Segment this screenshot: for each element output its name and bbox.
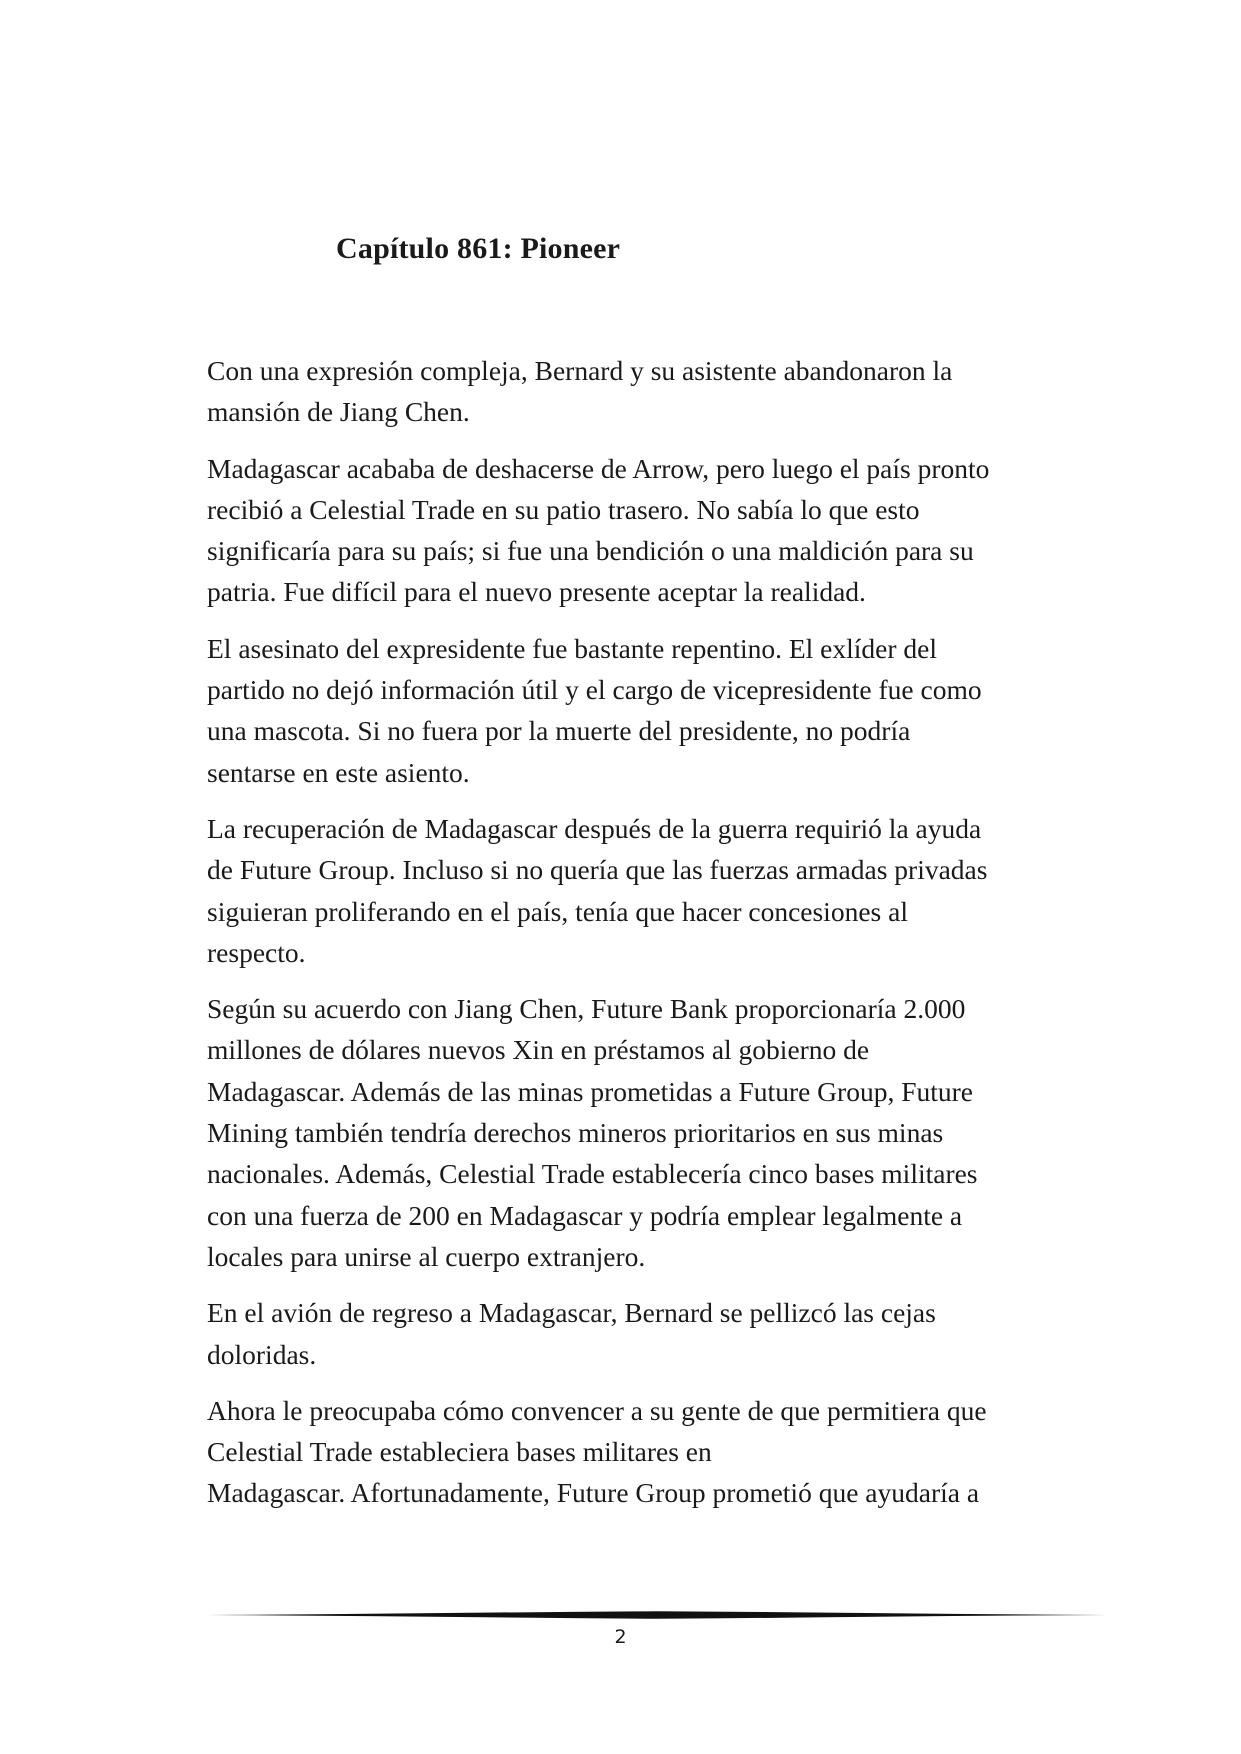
- text-line: El asesinato del expresidente fue bastante repentino. El exlíder del: [207, 632, 937, 664]
- text-line: sentarse en este asiento.: [207, 756, 470, 788]
- text-line: patria. Fue difícil para el nuevo presente aceptar la realidad.: [207, 576, 866, 608]
- text-line: La recuperación de Madagascar después de la guerra requirió la ayuda: [207, 812, 982, 844]
- text-line: Mining también tendría derechos mineros prioritarios en sus minas: [207, 1117, 944, 1149]
- text-line: respecto.: [207, 936, 306, 968]
- text-line: mansión de Jiang Chen.: [207, 396, 470, 428]
- paragraph: [207, 1292, 1069, 1375]
- paragraph: [207, 350, 1069, 433]
- text-line: siguieran proliferando en el país, tenía que hacer concesiones al: [207, 895, 908, 927]
- page-number: 2: [614, 1626, 627, 1648]
- chapter-title: Capítulo 861: Pioneer: [336, 232, 621, 265]
- text-line: una mascota. Si no fuera por la muerte del presidente, no podría: [207, 715, 911, 747]
- paragraph: [207, 808, 1069, 973]
- text-line: de Future Group. Incluso si no quería que las fuerzas armadas privadas: [207, 854, 988, 886]
- paragraph: [207, 1390, 1069, 1514]
- text-line: recibió a Celestial Trade en su patio trasero. No sabía lo que esto: [207, 493, 920, 525]
- text-line: Madagascar. Afortunadamente, Future Group prometió que ayudaría a: [207, 1477, 980, 1509]
- text-line: Con una expresión compleja, Bernard y su asistente abandonaron la: [207, 355, 953, 386]
- text-line: con una fuerza de 200 en Madagascar y podría emplear legalmente a: [207, 1199, 963, 1231]
- footer-divider: [207, 1609, 1107, 1621]
- text-line: nacionales. Además, Celestial Trade establecería cinco bases militares: [207, 1158, 978, 1190]
- text-line: partido no dejó información útil y el cargo de vicepresidente fue como: [207, 674, 982, 706]
- text-line: millones de dólares nuevos Xin en préstamos al gobierno de: [207, 1034, 870, 1066]
- text-line: En el avión de regreso a Madagascar, Bernard se pellizcó las cejas: [207, 1297, 936, 1329]
- text-line: Madagascar acababa de deshacerse de Arrow, pero luego el país pronto: [207, 452, 990, 484]
- text-line: locales para unirse al cuerpo extranjero.: [207, 1240, 646, 1272]
- text-line: Madagascar. Además de las minas prometidas a Future Group, Future: [207, 1075, 973, 1107]
- paragraph: [207, 988, 1069, 1277]
- text-line: Según su acuerdo con Jiang Chen, Future Bank proporcionaría 2.000: [207, 993, 966, 1025]
- paragraph: [207, 448, 1069, 613]
- text-line: significaría para su país; si fue una bendición o una maldición para su: [207, 535, 974, 567]
- text-line: Celestial Trade estableciera bases militares en: [207, 1436, 712, 1468]
- paragraph: [207, 628, 1069, 793]
- text-line: doloridas.: [207, 1338, 317, 1370]
- body-text: [207, 350, 1069, 1529]
- text-line: Ahora le preocupaba cómo convencer a su gente de que permitiera que: [207, 1394, 987, 1426]
